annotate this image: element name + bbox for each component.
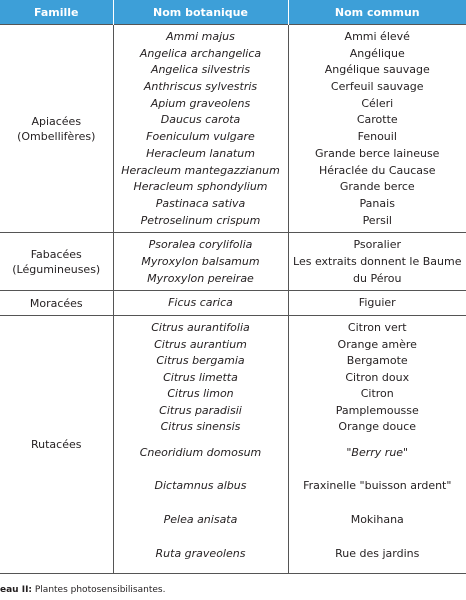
botanical-name: Myroxylon balsamum: [141, 254, 260, 268]
family-name: Fabacées: [30, 247, 82, 261]
common-name: du Pérou: [353, 271, 402, 285]
botanical-name-cell: [113, 316, 288, 574]
common-name: Céleri: [361, 96, 394, 110]
botanical-name-cell: [113, 233, 288, 291]
family-note: (Ombellifères): [17, 129, 96, 143]
botanical-name: Heracleum mantegazzianum: [121, 163, 280, 177]
caption-text: Plantes photosensibilisantes.: [32, 585, 166, 595]
family-cell: [0, 316, 113, 574]
botanical-name: Angelica silvestris: [150, 63, 251, 77]
common-name: Citron: [360, 387, 394, 400]
family-name: Apiacées: [31, 114, 82, 128]
common-name: Ammi élevé: [344, 30, 410, 43]
family-cell: [0, 25, 113, 233]
table-row-fabacees: [0, 233, 466, 291]
botanical-name: Cneoridium domosum: [139, 445, 262, 459]
table-row-rutacees: [0, 316, 466, 574]
common-name: Panais: [359, 196, 395, 210]
botanical-name: Citrus aurantium: [154, 337, 247, 351]
common-name: Les extraits donnent le Baume: [293, 254, 462, 268]
botanical-name: Apium graveolens: [150, 96, 251, 110]
caption-label: eau II:: [0, 585, 33, 595]
botanical-name: Citrus bergamia: [156, 354, 245, 367]
botanical-name: Heracleum lanatum: [146, 146, 255, 160]
botanical-name: Citrus sinensis: [160, 420, 241, 433]
botanical-name: Psoralea corylifolia: [148, 238, 253, 252]
common-name: "Berry rue": [346, 445, 409, 459]
family-name: Moracées: [29, 296, 83, 310]
botanical-name: Dictamnus albus: [154, 479, 247, 493]
common-name: Carotte: [356, 113, 398, 127]
common-name: Psoralier: [353, 238, 402, 252]
common-name: Pamplemousse: [335, 403, 419, 417]
common-name-cell: [288, 316, 466, 574]
family-cell: [0, 233, 113, 291]
botanical-name: Myroxylon pereirae: [147, 271, 254, 285]
common-name: Citron vert: [347, 321, 407, 334]
botanical-name-cell: [113, 25, 288, 233]
common-name: Citron doux: [345, 370, 410, 384]
botanical-name: Pastinaca sativa: [155, 196, 246, 210]
common-name-cell: [288, 291, 466, 316]
common-name: Rue des jardins: [335, 546, 420, 560]
botanical-name: Ruta graveolens: [155, 546, 246, 560]
family-note: (Légumineuses): [12, 262, 101, 276]
common-name: Angélique: [349, 46, 405, 60]
botanical-name: Citrus limetta: [163, 370, 238, 384]
common-name: Figuier: [358, 296, 396, 310]
common-name: Angélique sauvage: [324, 63, 430, 77]
botanical-name: Heracleum sphondylium: [133, 180, 268, 194]
botanical-name: Ficus carica: [168, 296, 233, 310]
common-name: Mokihana: [350, 512, 404, 526]
family-name: Rutacées: [31, 438, 82, 452]
botanical-name: Pelea anisata: [163, 512, 238, 526]
common-name-cell: [288, 233, 466, 291]
common-name: Fraxinelle "buisson ardent": [303, 479, 452, 493]
botanical-name: Foeniculum vulgare: [146, 130, 255, 144]
table-row-moracees: [0, 291, 466, 316]
table-row-apiacees: [0, 25, 466, 233]
common-name: Grande berce laineuse: [315, 146, 440, 160]
botanical-name: Citrus aurantifolia: [151, 321, 250, 334]
common-name-cell: [288, 25, 466, 233]
botanical-name: Daucus carota: [160, 113, 241, 127]
family-cell: [0, 291, 113, 316]
header-nom-botanique: Nom botanique: [113, 0, 288, 25]
common-name: Fenouil: [357, 130, 397, 144]
botanical-name-cell: [113, 291, 288, 316]
common-name: Cerfeuil sauvage: [330, 80, 424, 94]
header-nom-commun: Nom commun: [288, 0, 466, 25]
header-famille: Famille: [0, 0, 113, 25]
common-name: Orange amère: [337, 337, 417, 351]
common-name: Bergamote: [346, 354, 408, 367]
botanical-name: Petroselinum crispum: [140, 213, 261, 227]
common-name: Orange douce: [338, 420, 417, 433]
botanical-name: Ammi majus: [166, 30, 235, 43]
botanical-name: Citrus limon: [167, 387, 234, 400]
common-name: Persil: [362, 213, 392, 227]
table-caption: [0, 585, 165, 595]
common-name: Héraclée du Caucase: [318, 163, 436, 177]
botanical-name: Citrus paradisii: [159, 403, 242, 417]
botanical-name: Anthriscus sylvestris: [143, 80, 258, 94]
botanical-name: Angelica archangelica: [139, 46, 262, 60]
table-header: [0, 0, 466, 25]
common-name: Grande berce: [339, 180, 415, 194]
